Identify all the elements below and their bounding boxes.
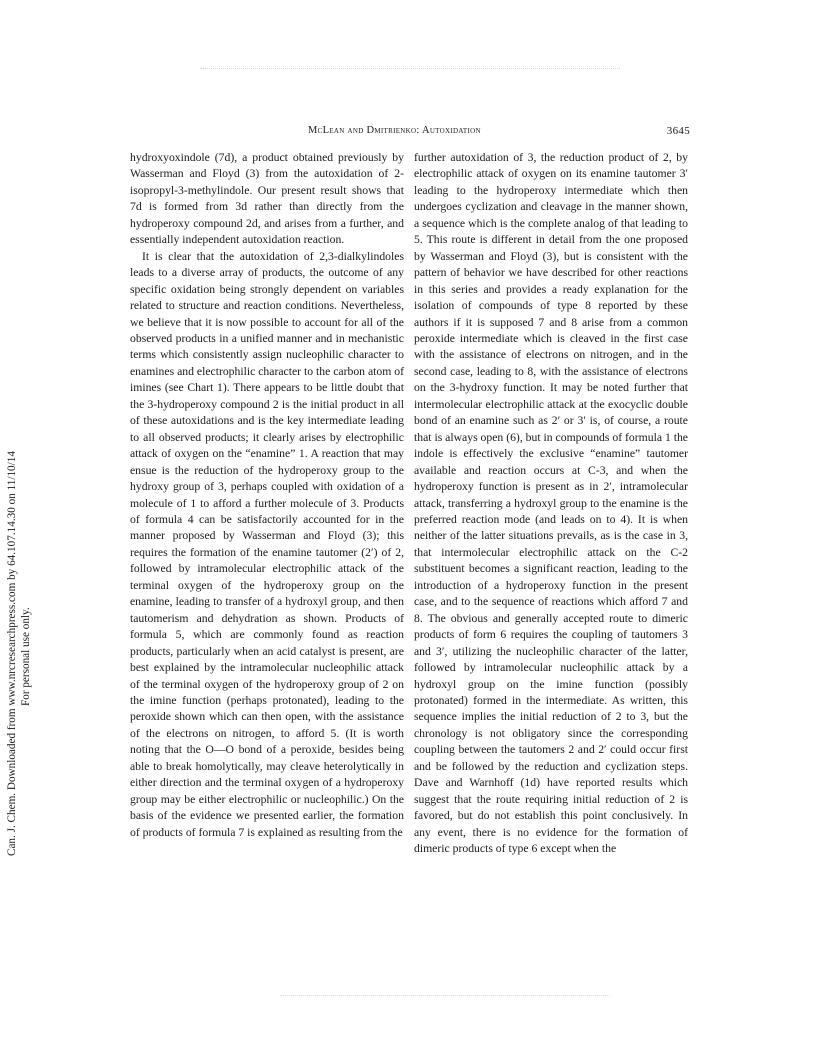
watermark-line-source: Can. J. Chem. Downloaded from www.nrcresearchpress.com by 64.107.14.30 on 11/10/14 (6, 451, 18, 856)
scan-artifact-bottom (280, 995, 610, 997)
left-column (130, 150, 404, 841)
paragraph-mechanism: It is clear that the autoxidation of 2,3-dialkylindoles leads to a diverse array of products, the outcome of any specific oxidation being strongly dependent on variables related to structure and reaction conditions. Nevertheless, we believe that it is now possible to account for all of the observed products in a unified manner and in mechanistic terms which consistently assign nucleophilic character to enamines and electrophilic character to the carbon atom of imines (see Chart 1). There appears to be little doubt that the 3-hydroperoxy compound 2 is the initial product in all of these autoxidations and is the key intermediate leading to all observed products; it clearly arises by electrophilic attack of oxygen on the “enamine” 1. A reaction that may ensue is the reduction of the hydroperoxy group to the hydroxy group of 3, perhaps coupled with oxidation of a molecule of 1 to afford a further molecule of 3. Products of formula 4 can be satisfactorily accounted for in the manner proposed by Wasserman and Floyd (3); this requires the formation of the enamine tautomer (2′) of 2, followed by intramolecular electrophilic attack of the terminal oxygen of the hydroperoxy group on the enamine, leading to transfer of a hydroxyl group, and then tautomerism and dehydration as shown. Products of formula 5, which are commonly found as reaction products, particularly when an acid catalyst is present, are best explained by the intramolecular nucleophilic attack of the terminal oxygen of the hydroperoxy group of 2 on the imine function (perhaps protonated), leading to the peroxide shown which can then open, with the assistance of the electrons on nitrogen, to afford 5. (It is worth noting that the O—O bond of a peroxide, besides being able to break homolytically, may cleave heterolytically in either direction and the terminal oxygen of a hydroperoxy group may be either electrophilic or nucleophilic.) On the basis of the evidence we presented earlier, the formation of products of formula 7 is explained as resulting from the (130, 249, 404, 839)
watermark-line-usage: For personal use only. (20, 607, 32, 706)
download-watermark (2, 340, 42, 860)
page-number: 3645 (666, 125, 690, 137)
paragraph-continued: hydroxyoxindole (7d), a product obtained previously by Wasserman and Floyd (3) from the autoxidation of 2-isopropyl-3-methylindole. Our present result shows that 7d is formed from 3d rather than directly from the hydroperoxy compound 2d, and arises from a further, and essentially independent autoxidation reaction. (130, 151, 404, 247)
right-column (414, 150, 688, 857)
running-title: McLean and Dmitrienko: Autoxidation (308, 125, 481, 136)
running-head (130, 125, 690, 141)
scan-artifact-top (200, 68, 620, 70)
paragraph-continued-right: further autoxidation of 3, the reduction product of 2, by electrophilic attack of oxygen on its enamine tautomer 3′ leading to the hydroperoxy intermediate which then undergoes cyclization and cleavage in the manner shown, a sequence which is the complete analog of that leading to 5. This route is different in detail from the one proposed by Wasserman and Floyd (3), but is consistent with the pattern of behavior we have described for other reactions in this series and provides a ready explanation for the isolation of compounds of type 8 reported by these authors if it is supposed 7 and 8 arise from a common peroxide intermediate which is cleaved in the first case with the assistance of electrons on nitrogen, and in the second case, leading to 8, with the assistance of electrons on the 3-hydroxy function. It may be noted further that intermolecular electrophilic attack at the exocyclic double bond of an enamine such as 2′ or 3′ is, of course, a route that is always open (6), but in compounds of formula 1 the indole is effectively the exclusive “enamine” tautomer available and reaction occurs at C-3, and when the hydroperoxy function is present as in 2′, intramolecular attack, transferring a hydroxyl group to the enamine is the preferred reaction mode (and leads on to 4). It is when neither of the latter situations prevails, as is the case in 3, that intermolecular electrophilic attack on the C-2 substituent becomes a significant reaction, leading to the introduction of a hydroperoxy function in the present case, and to the sequence of reactions which afford 7 and 8. The obvious and generally accepted route to dimeric products of form 6 requires the coupling of tautomers 3 and 3′, utilizing the nucleophilic character of the latter, followed by intramolecular nucleophilic attack by a hydroxyl group on the imine function (possibly protonated) formed in the intermediate. As written, this sequence implies the initial reduction of 2 to 3, but the chronology is not obligatory since the corresponding coupling between the tautomers 2 and 2′ could occur first and be followed by the reduction and cyclization steps. Dave and Warnhoff (1d) have reported results which suggest that the route requiring initial reduction of 2 is favored, but do not establish this point conclusively. In any event, there is no evidence for the formation of dimeric products of type 6 except when the (414, 151, 688, 856)
